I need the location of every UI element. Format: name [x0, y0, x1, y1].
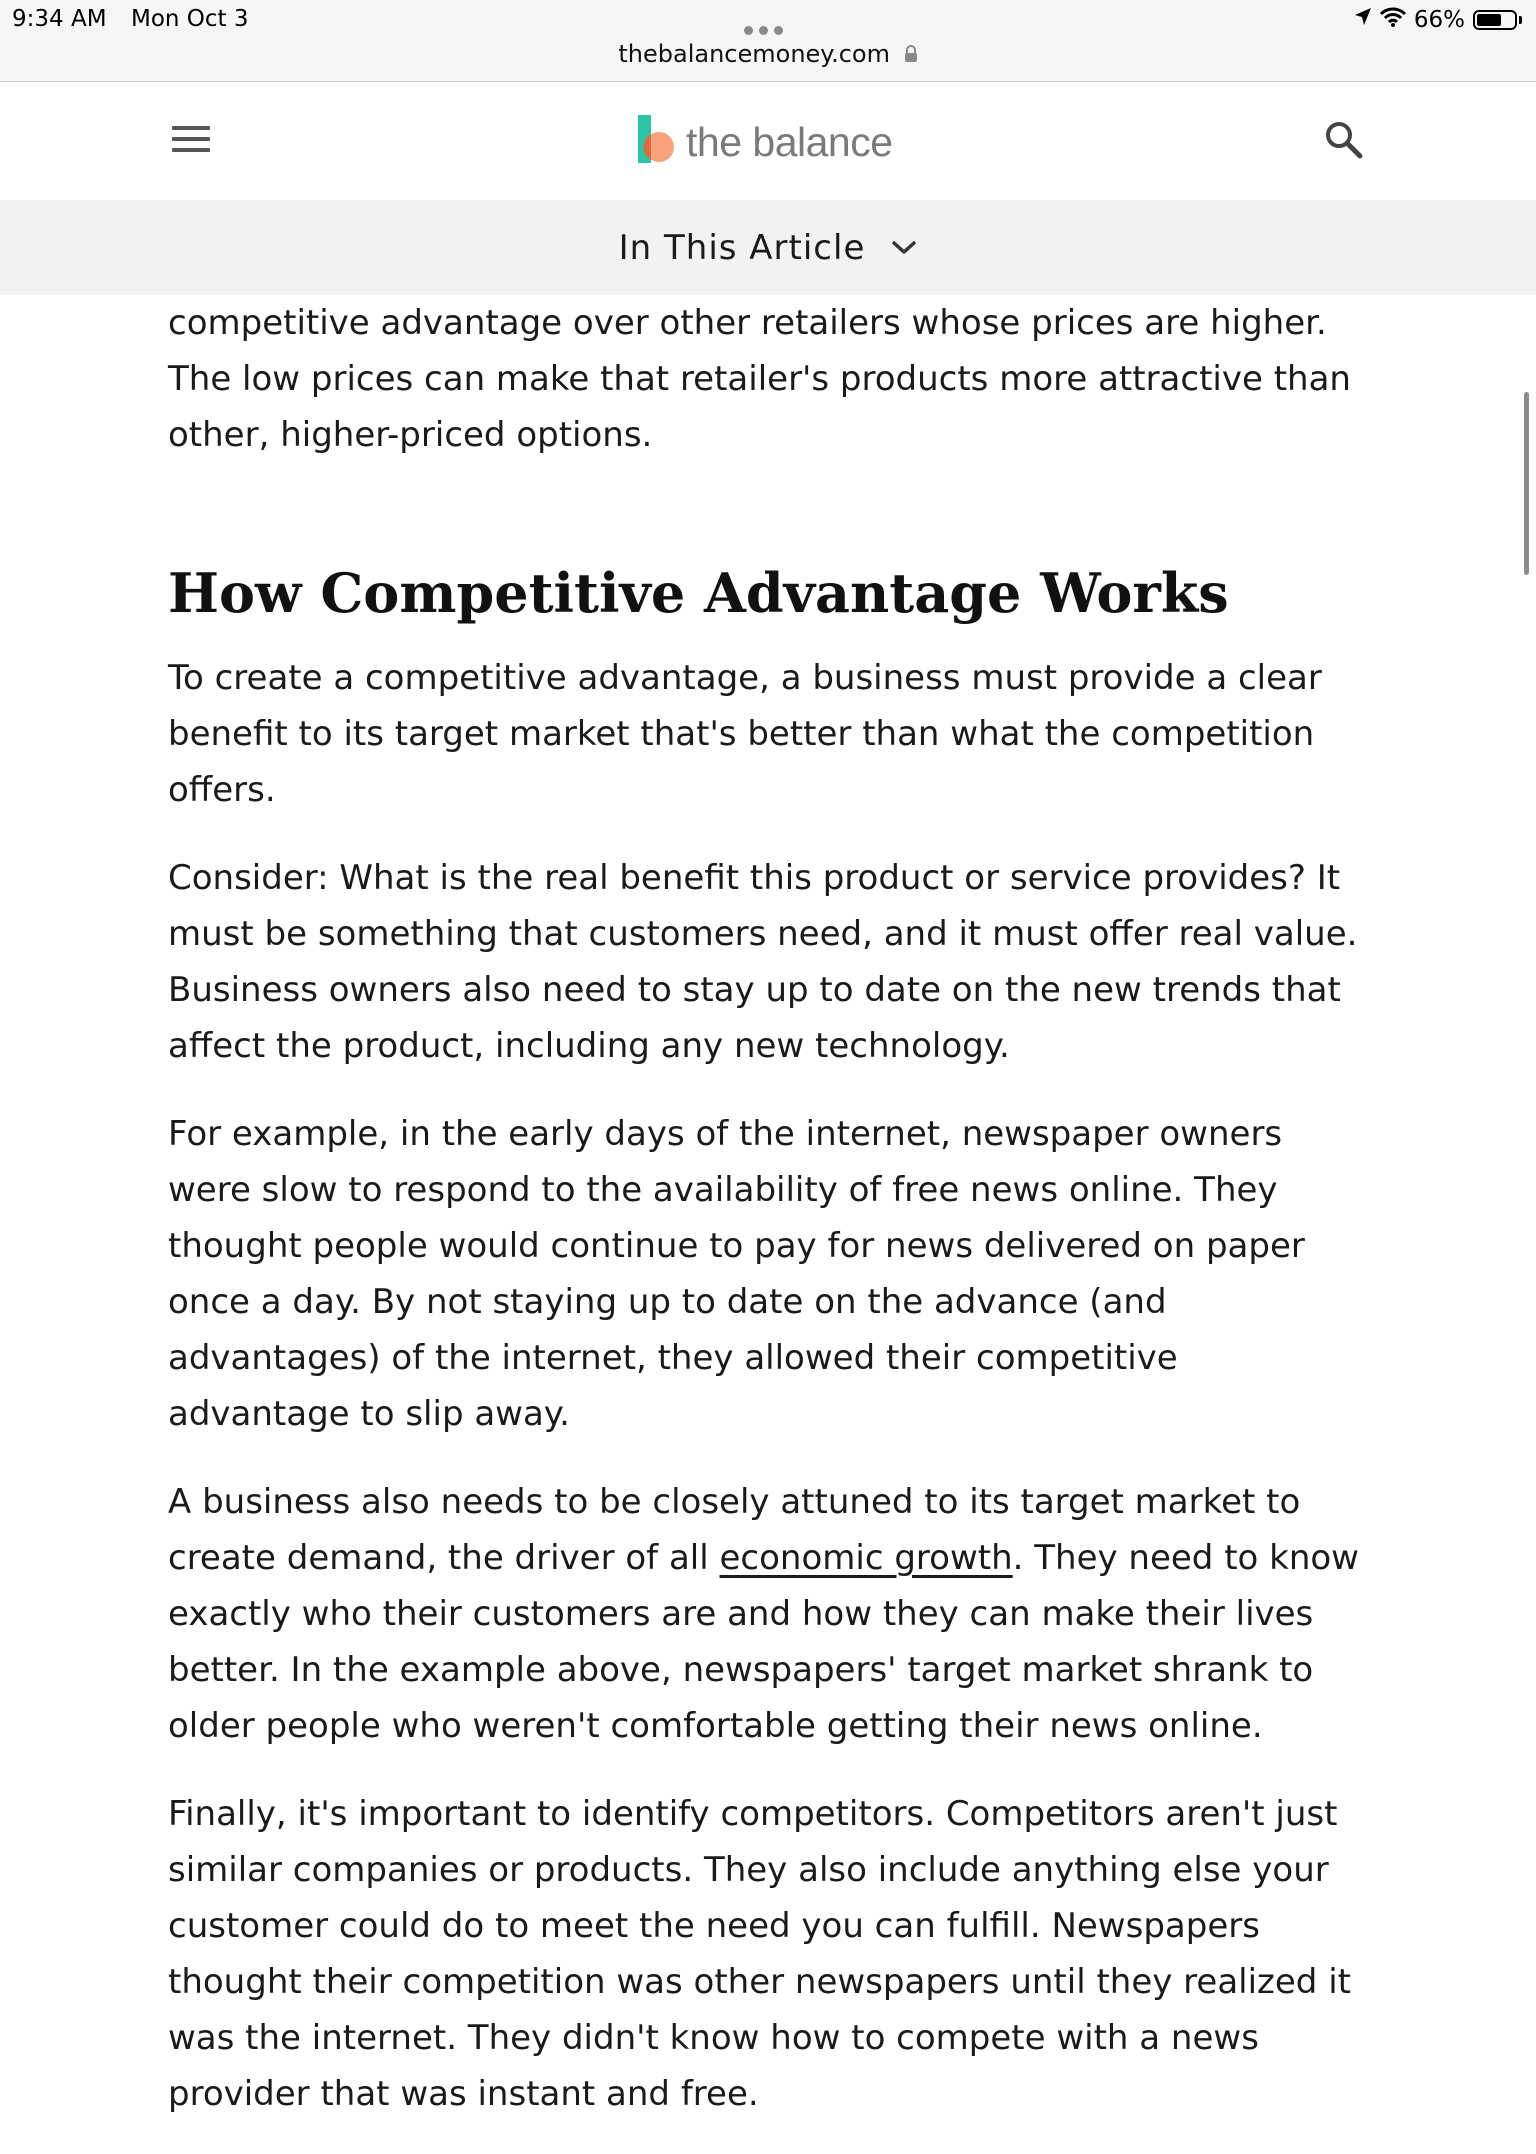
battery-cap — [1519, 16, 1522, 24]
article-paragraph: Consider: What is the real benefit this product or service provides? It must be something that customers need, and it must offer real value. Business owners also need to stay up to date on the new trends that affect the product, including any new technology. — [168, 858, 1358, 1066]
economic-growth-link[interactable]: economic growth — [719, 1538, 1013, 1578]
hamburger-menu-icon[interactable] — [172, 126, 210, 156]
article-body — [168, 295, 1368, 2154]
chevron-down-icon — [891, 240, 917, 260]
battery-percent: 66% — [1413, 7, 1465, 33]
logo-text: the balance — [686, 118, 893, 165]
article-paragraph: To create a competitive advantage, a business must provide a clear benefit to its target market that's better than what the competition offers. — [168, 658, 1322, 810]
multitasking-dots-icon[interactable] — [744, 20, 792, 30]
article-paragraph: For example, in the early days of the internet, newspaper owners were slow to respond to the availability of free news online. They thought people would continue to pay for news delivered on paper once a day. By not staying up to date on the advance (and advantages) of the internet, they allowed their competitive advantage to slip away. — [168, 1114, 1305, 1434]
battery-fill — [1477, 14, 1501, 26]
status-indicators — [1354, 5, 1522, 35]
url-text: thebalancemoney.com — [618, 40, 890, 68]
location-icon — [1354, 7, 1372, 33]
logo-mark-icon — [636, 115, 676, 169]
section-heading: How Competitive Advantage Works — [168, 561, 1229, 625]
browser-status-bar — [0, 0, 1536, 82]
paragraph-text: . They need to know exactly who their customers are and how they can make their lives better. In the example above, newspapers' target market shrank to older people who weren't comfortable getting their news online. — [168, 1538, 1359, 1746]
table-of-contents-toggle[interactable] — [0, 200, 1536, 295]
paragraph-text: A business also needs to be closely attuned to its target market to create demand, the driver of all — [168, 1482, 1301, 1578]
scrollbar[interactable] — [1524, 392, 1529, 575]
article-paragraph — [168, 1474, 1368, 1754]
status-time: 9:34 AM — [12, 6, 107, 32]
wifi-icon — [1380, 7, 1406, 33]
battery-icon — [1473, 10, 1517, 30]
status-date: Mon Oct 3 — [131, 6, 249, 32]
site-logo[interactable] — [636, 116, 893, 168]
toc-label: In This Article — [618, 227, 866, 268]
lock-icon — [904, 41, 918, 69]
article-paragraph: Finally, it's important to identify competitors. Competitors aren't just similar companies or products. They also include anything else your customer could do to meet the need you can fulfill. Newspapers thought their competition was other newspapers until they realized it was the internet. They didn't know how to compete with a news provider that was instant and free. — [168, 1794, 1351, 2114]
address-bar[interactable] — [0, 40, 1536, 69]
site-header — [0, 82, 1536, 200]
search-icon[interactable] — [1323, 119, 1365, 161]
article-paragraph: competitive advantage over other retailers whose prices are higher. The low prices can make that retailer's products more attractive than other, higher-priced options. — [168, 303, 1351, 455]
